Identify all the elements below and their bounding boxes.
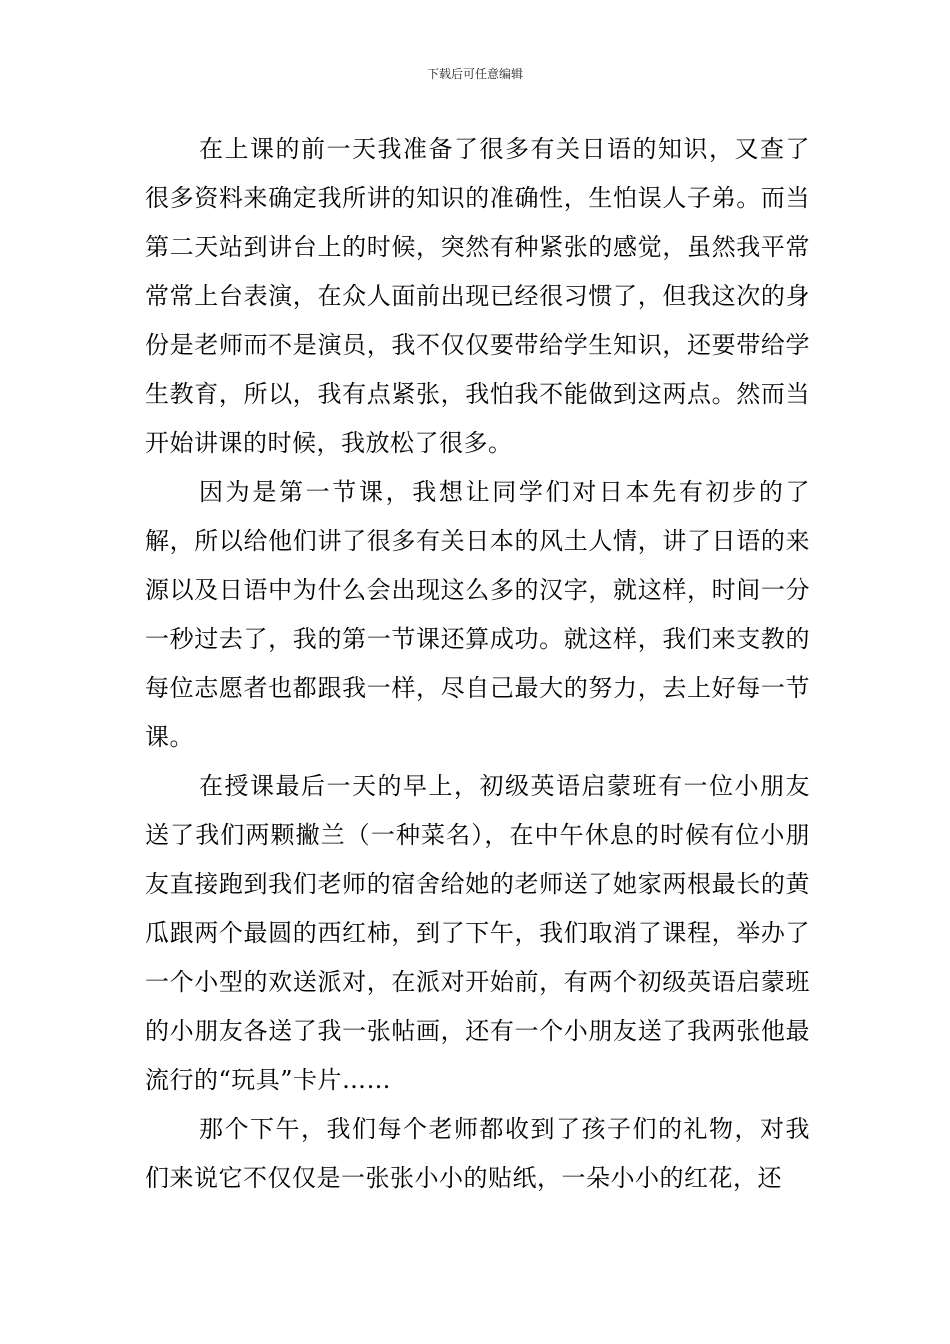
paragraph-1: 在上课的前一天我准备了很多有关日语的知识，又查了很多资料来确定我所讲的知识的准确性，生怕误人子弟。而当第二天站到讲台上的时候，突然有种紧张的感觉，虽然我平常常常上台表演，在众人面前出现已经很习惯了，但我这次的身份是老师而不是演员，我不仅仅要带给学生知识，还要带给学生教育，所以，我有点紧张，我怕我不能做到这两点。然而当开始讲课的时候，我放松了很多。 — [145, 135, 810, 457]
paragraph-2: 因为是第一节课，我想让同学们对日本先有初步的了解，所以给他们讲了很多有关日本的风土人情，讲了日语的来源以及日语中为什么会出现这么多的汉字，就这样，时间一分一秒过去了，我的第一节课还算成功。就这样，我们来支教的每位志愿者也都跟我一样，尽自己最大的努力，去上好每一节课。 — [145, 478, 810, 751]
paragraph-4: 那个下午，我们每个老师都收到了孩子们的礼物，对我们来说它不仅仅是一张张小小的贴纸，一朵小小的红花，还 — [145, 1115, 810, 1192]
paragraph-3: 在授课最后一天的早上，初级英语启蒙班有一位小朋友送了我们两颗撇兰（一种菜名），在中午休息的时候有位小朋友直接跑到我们老师的宿舍给她的老师送了她家两根最长的黄瓜跟两个最圆的西红柿，到了下午，我们取消了课程，举办了一个小型的欢送派对，在派对开始前，有两个初级英语启蒙班的小朋友各送了我一张帖画，还有一个小朋友送了我两张他最流行的“玩具”卡片…… — [145, 772, 810, 1094]
page-header: 下载后可任意编辑 — [426, 67, 523, 81]
document-body — [145, 125, 810, 1203]
